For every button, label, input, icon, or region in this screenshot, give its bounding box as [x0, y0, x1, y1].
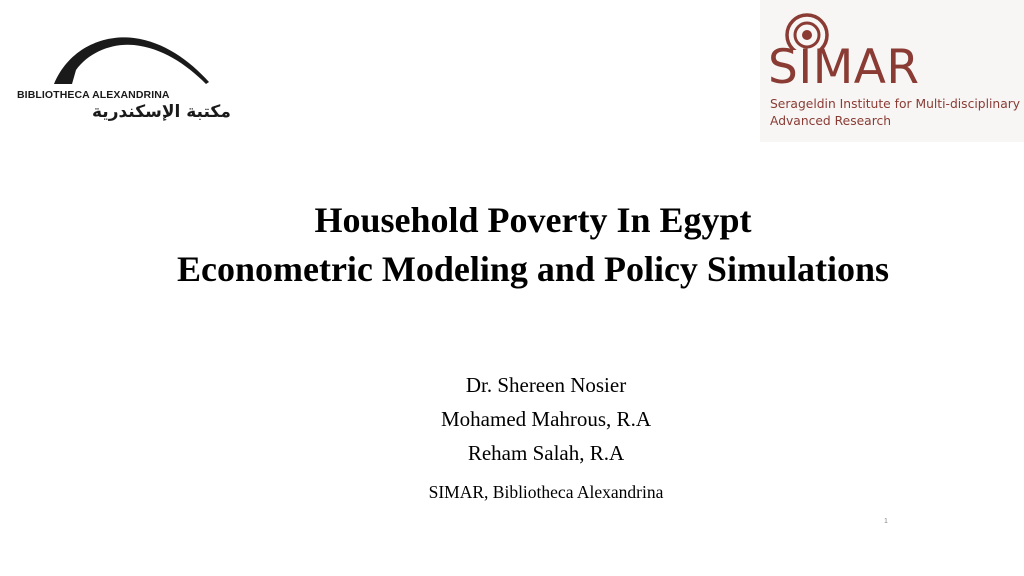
affiliation: SIMAR, Bibliotheca Alexandrina — [428, 482, 664, 502]
bibliotheca-alexandrina-logo — [14, 30, 244, 130]
arch-icon — [14, 30, 214, 90]
author-list — [330, 368, 762, 470]
bibliotheca-name-ar: مكتبة الإسكندرية — [92, 102, 231, 122]
simar-subtitle-line2: Advanced Research — [770, 114, 892, 128]
author-name: Dr. Shereen Nosier — [465, 373, 627, 397]
title-line-2: Econometric Modeling and Policy Simulations — [176, 249, 889, 289]
simar-wordmark: SIMAR — [768, 40, 920, 95]
simar-subtitle — [770, 96, 1020, 130]
author-name: Reham Salah, R.A — [467, 441, 625, 465]
slide-title — [0, 196, 1024, 294]
simar-subtitle-line1: Serageldin Institute for Multi-disciplinary — [770, 97, 1021, 111]
author-name: Mohamed Mahrous, R.A — [441, 407, 651, 431]
bibliotheca-name-en: BIBLIOTHECA ALEXANDRINA — [17, 89, 170, 101]
page-number: 1 — [884, 518, 888, 525]
simar-logo — [760, 0, 1024, 142]
title-line-1: Household Poverty In Egypt — [314, 200, 752, 240]
